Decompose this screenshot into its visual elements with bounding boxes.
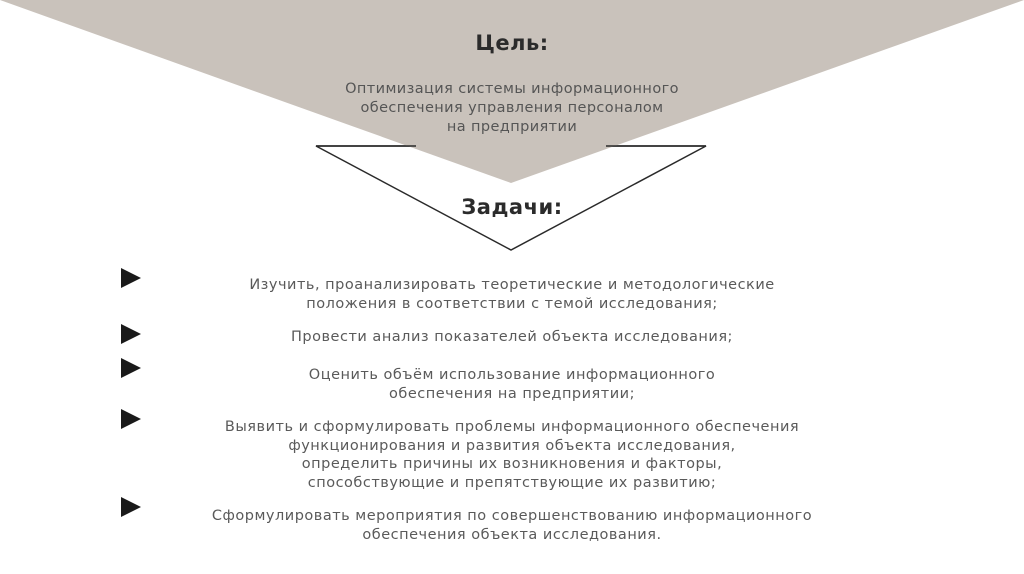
bullet-arrow-icon <box>121 409 141 429</box>
goal-heading: Цель: <box>475 31 549 55</box>
tasks-heading: Задачи: <box>461 195 563 219</box>
goal-text: Оптимизация системы информационного обеспечения управления персоналом на предприятии <box>345 81 679 135</box>
bullet-arrow-icon <box>121 358 141 378</box>
task-item: Оценить объём использование информационного обеспечения на предприятии; <box>308 367 716 402</box>
task-item: Провести анализ показателей объекта исследования; <box>291 329 733 345</box>
bullet-arrow-icon <box>121 497 141 517</box>
task-item: Сформулировать мероприятия по совершенствованию информационного обеспечения объекта исследования. <box>211 508 813 543</box>
task-item: Выявить и сформулировать проблемы информационного обеспечения функционирования и развития объекта исследования, определить причины их возникновения и факторы, способствующие и препятствующие их развитию; <box>224 419 800 491</box>
task-item: Изучить, проанализировать теоретические и методологические положения в соответствии с темой исследования; <box>249 277 775 312</box>
bullet-arrow-icon <box>121 268 141 288</box>
bullet-arrow-icon <box>121 324 141 344</box>
